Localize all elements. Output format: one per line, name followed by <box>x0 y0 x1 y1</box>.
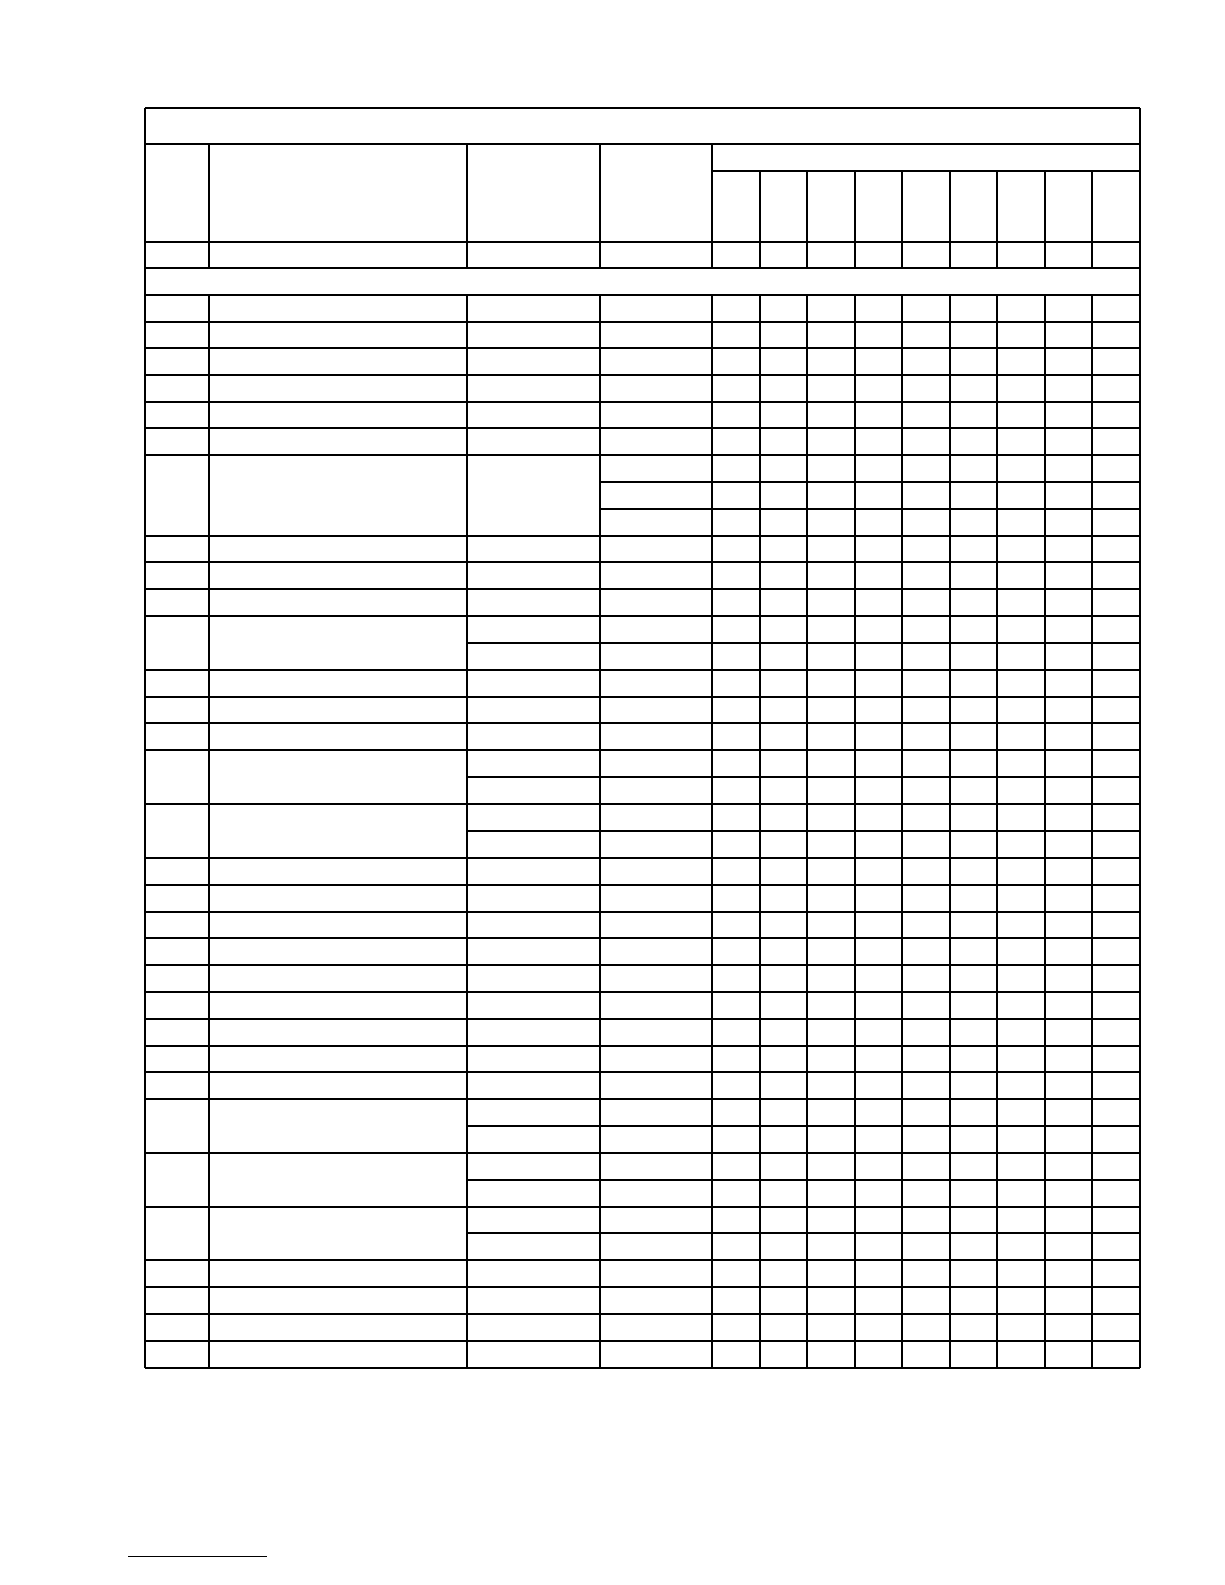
footnote-rule <box>128 1556 267 1557</box>
